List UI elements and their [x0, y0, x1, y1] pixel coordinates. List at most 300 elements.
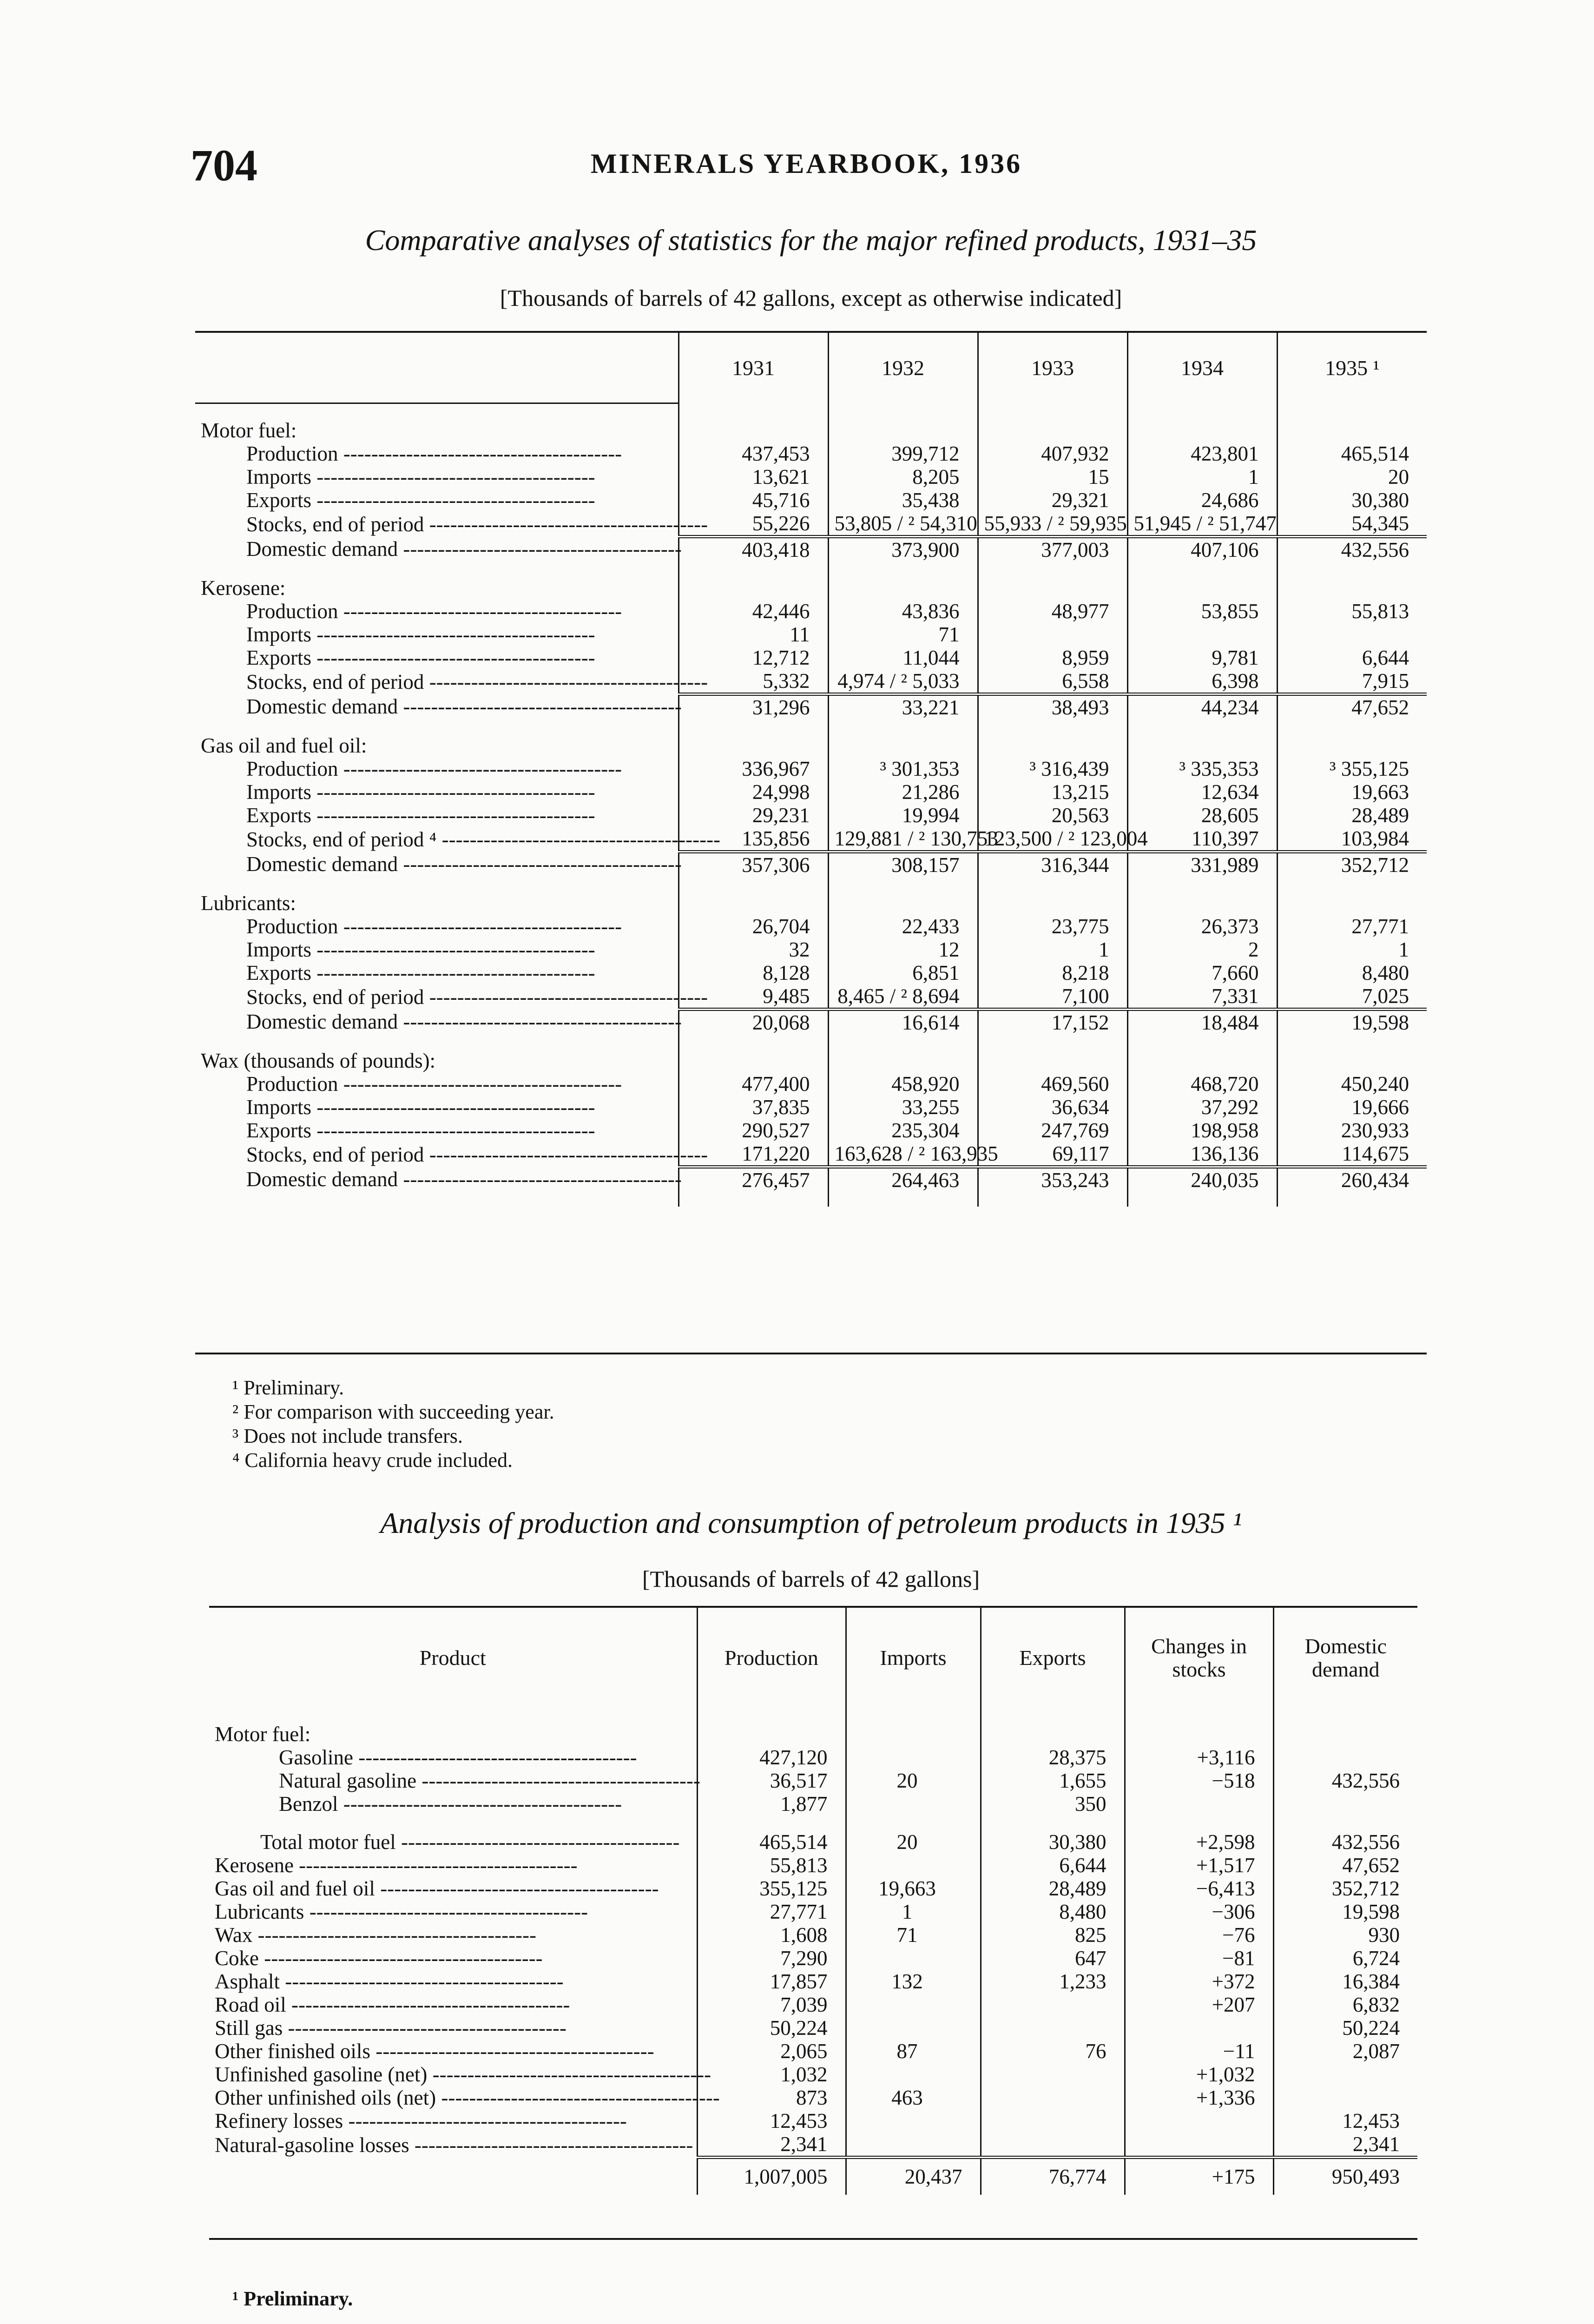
row-label: [209, 2016, 697, 2040]
data-cell: 12: [828, 938, 978, 961]
table2-header-row: [209, 1608, 1417, 1708]
data-cell: +3,116: [1125, 1746, 1273, 1769]
spacer-cell: [678, 561, 828, 576]
data-cell: 377,003: [978, 537, 1127, 562]
data-cell: 12,634: [1127, 780, 1277, 804]
data-cell: 2,341: [1273, 2133, 1417, 2158]
row-label: [209, 1854, 697, 1877]
data-cell: 17,857: [697, 1970, 846, 1993]
data-cell: 27,771: [697, 1900, 846, 1923]
data-cell: 331,989: [1127, 852, 1277, 877]
data-cell: 260,434: [1277, 1167, 1427, 1192]
data-cell: 316,344: [978, 852, 1127, 877]
data-cell: ³ 355,125: [1277, 757, 1427, 780]
data-row: [209, 1970, 1417, 1993]
spacer-cell: [978, 877, 1127, 891]
data-cell: 12,453: [1273, 2109, 1417, 2133]
leader-dots: ----------------------------------------: [311, 1119, 595, 1142]
data-row: [209, 2086, 1417, 2109]
column-header: Product: [419, 1645, 486, 1670]
spacer-cell: [678, 877, 828, 891]
row-label: [209, 1792, 697, 1816]
data-cell: 477,400: [678, 1072, 828, 1096]
data-cell: 30,380: [1277, 489, 1427, 512]
data-cell: 1: [846, 1900, 981, 1923]
spacer-cell: [978, 1192, 1127, 1207]
data-cell: 12,712: [678, 646, 828, 669]
data-cell: 16,384: [1273, 1970, 1417, 1993]
group-row: [195, 734, 1427, 757]
data-cell: 30,380: [981, 1830, 1125, 1854]
data-cell: 50,224: [697, 2016, 846, 2040]
data-cell: 171,220: [678, 1142, 828, 1167]
data-row: [209, 1769, 1417, 1792]
table1-bottom-rule: [195, 1353, 1427, 1354]
empty-cell: [981, 1723, 1125, 1746]
row-label: [195, 827, 721, 852]
spacer-cell: [1127, 719, 1277, 734]
data-cell: 44,234: [1127, 694, 1277, 720]
data-cell: 19,598: [1277, 1010, 1427, 1035]
empty-cell: [1277, 419, 1427, 442]
row-label-text: Domestic demand: [246, 695, 398, 719]
data-cell: 11,044: [828, 646, 978, 669]
row-label-text: Exports: [246, 804, 311, 827]
data-cell: [846, 1993, 981, 2016]
data-cell: [981, 2086, 1125, 2109]
data-cell: −518: [1125, 1769, 1273, 1792]
data-cell: 276,457: [678, 1167, 828, 1192]
data-cell: 8,959: [978, 646, 1127, 669]
data-cell: 76: [981, 2040, 1125, 2063]
data-cell: 33,255: [828, 1096, 978, 1119]
row-label-text: Production: [246, 600, 338, 623]
row-label-text: Exports: [246, 489, 311, 512]
row-label-text: Stocks, end of period ⁴: [246, 827, 437, 851]
table1-subtitle: [Thousands of barrels of 42 gallons, except as otherwise indicated]: [500, 285, 1122, 311]
spacer-cell: [1127, 877, 1277, 891]
data-cell: 69,117: [978, 1142, 1127, 1167]
leader-dots: ----------------------------------------: [398, 537, 682, 561]
empty-cell: [678, 1049, 828, 1072]
group-row: [195, 891, 1427, 915]
data-cell: 36,634: [978, 1096, 1127, 1119]
spacer-cell: [195, 1192, 678, 1207]
data-cell: [981, 1993, 1125, 2016]
data-cell: 9,485: [678, 984, 828, 1010]
data-row: [209, 1854, 1417, 1877]
spacer-cell: [1125, 1816, 1273, 1830]
column-header: 1933: [978, 333, 1127, 403]
data-cell: 8,128: [678, 961, 828, 984]
data-cell: 6,398: [1127, 669, 1277, 694]
leader-dots: ----------------------------------------: [424, 1142, 708, 1166]
data-cell: 37,292: [1127, 1096, 1277, 1119]
data-cell: ³ 335,353: [1127, 757, 1277, 780]
leader-dots: ----------------------------------------: [293, 1854, 578, 1877]
data-cell: 8,205: [828, 465, 978, 489]
row-label: [195, 646, 678, 669]
data-cell: 353,243: [978, 1167, 1127, 1192]
leader-dots: ----------------------------------------: [252, 1923, 537, 1947]
data-cell: 8,465 / ² 8,694: [828, 984, 978, 1010]
spacer-cell: [828, 719, 978, 734]
leader-dots: ----------------------------------------: [259, 1947, 543, 1970]
data-cell: −76: [1125, 1923, 1273, 1947]
empty-cell: [978, 1049, 1127, 1072]
row-label: [195, 669, 708, 694]
leader-dots: ----------------------------------------: [311, 804, 595, 827]
data-row: [195, 1167, 1427, 1192]
leader-dots: ----------------------------------------: [398, 1010, 682, 1034]
data-cell: [846, 2133, 981, 2158]
group-row: [195, 419, 1427, 442]
empty-cell: [828, 891, 978, 915]
data-cell: 7,331: [1127, 984, 1277, 1010]
spacer-cell: [1277, 561, 1427, 576]
data-cell: 264,463: [828, 1167, 978, 1192]
leader-dots: ----------------------------------------: [283, 2016, 566, 2040]
leader-dots: ----------------------------------------: [424, 512, 708, 536]
table2-title: Analysis of production and consumption of petroleum products in 1935 ¹: [380, 1506, 1242, 1539]
data-cell: 132: [846, 1970, 981, 1993]
data-cell: [846, 2016, 981, 2040]
leader-dots: ----------------------------------------: [353, 1746, 637, 1769]
data-row: [195, 442, 1427, 465]
data-cell: [981, 2109, 1125, 2133]
data-cell: [1277, 623, 1427, 646]
data-cell: 13,621: [678, 465, 828, 489]
data-cell: [1125, 1792, 1273, 1816]
row-label: [195, 961, 678, 984]
data-cell: 20: [1277, 465, 1427, 489]
data-row: [195, 827, 1427, 852]
data-cell: 427,120: [697, 1746, 846, 1769]
data-cell: 71: [846, 1923, 981, 1947]
row-label-text: Natural gasoline: [279, 1769, 417, 1792]
row-label: [195, 852, 682, 877]
row-label-text: Road oil: [215, 1993, 286, 2016]
data-row: [195, 646, 1427, 669]
footnote: ⁴ California heavy crude included.: [232, 1449, 513, 1472]
table2-footnote: ¹ Preliminary.: [232, 2287, 353, 2310]
data-cell: −11: [1125, 2040, 1273, 2063]
spacer-cell: [1127, 561, 1277, 576]
data-cell: 407,106: [1127, 537, 1277, 562]
data-cell: 24,686: [1127, 489, 1277, 512]
data-row: [209, 1746, 1417, 1769]
data-cell: 352,712: [1277, 852, 1427, 877]
row-label-text: Unfinished gasoline (net): [215, 2063, 428, 2086]
spacer-row: [195, 1192, 1427, 1207]
empty-cell: [1127, 1049, 1277, 1072]
data-cell: [978, 623, 1127, 646]
row-label: [209, 1947, 697, 1970]
data-cell: 247,769: [978, 1119, 1127, 1142]
data-cell: 463: [846, 2086, 981, 2109]
group-label: Motor fuel:: [215, 1723, 311, 1746]
data-cell: 6,644: [1277, 646, 1427, 669]
data-row: [195, 1010, 1427, 1035]
spacer-cell: [978, 561, 1127, 576]
spacer-cell: [978, 719, 1127, 734]
data-cell: 1,032: [697, 2063, 846, 2086]
data-cell: 458,920: [828, 1072, 978, 1096]
column-header: 1935 ¹: [1277, 333, 1427, 403]
leader-dots: ----------------------------------------: [375, 1877, 659, 1900]
row-label: [195, 757, 678, 780]
row-label-text: Gas oil and fuel oil: [215, 1877, 375, 1900]
column-header: 1932: [828, 333, 978, 403]
spacer-cell: [828, 1034, 978, 1049]
data-cell: 54,345: [1277, 512, 1427, 537]
data-cell: 51,945 / ² 51,747: [1127, 512, 1277, 537]
row-label-text: Total motor fuel: [260, 1830, 396, 1854]
data-cell: 26,373: [1127, 915, 1277, 938]
leader-dots: ----------------------------------------: [436, 2086, 720, 2109]
data-row: [195, 537, 1427, 562]
data-row: [209, 1792, 1417, 1816]
row-label-text: Other unfinished oils (net): [215, 2086, 436, 2109]
data-cell: [1273, 2063, 1417, 2086]
data-cell: 7,100: [978, 984, 1127, 1010]
data-row: [209, 1830, 1417, 1854]
data-cell: 32: [678, 938, 828, 961]
spacer-cell: [678, 1034, 828, 1049]
row-label: [195, 984, 708, 1010]
empty-cell: [678, 576, 828, 600]
data-cell: [846, 2109, 981, 2133]
row-label-text: Stocks, end of period: [246, 1142, 424, 1166]
data-row: [195, 757, 1427, 780]
leader-dots: ----------------------------------------: [436, 827, 721, 851]
empty-cell: [678, 419, 828, 442]
data-cell: [846, 2063, 981, 2086]
empty-cell: [1273, 1723, 1417, 1746]
data-row: [209, 2016, 1417, 2040]
data-cell: 8,480: [981, 1900, 1125, 1923]
leader-dots: ----------------------------------------: [286, 1993, 570, 2016]
spacer-cell: [1273, 1816, 1417, 1830]
data-cell: +1,517: [1125, 1854, 1273, 1877]
total-cell: 20,437: [846, 2158, 981, 2195]
total-cell: 950,493: [1273, 2158, 1417, 2195]
spacer-cell: [828, 561, 978, 576]
data-cell: 19,663: [846, 1877, 981, 1900]
row-label-text: Wax: [215, 1923, 253, 1947]
row-label: [195, 915, 678, 938]
leader-dots: ----------------------------------------: [370, 2040, 654, 2063]
data-row: [195, 465, 1427, 489]
leader-dots: ----------------------------------------: [311, 938, 595, 961]
spacer-cell: [195, 561, 678, 576]
spacer-cell: [195, 403, 678, 419]
page-header: [191, 139, 1422, 191]
data-row: [195, 915, 1427, 938]
data-cell: 235,304: [828, 1119, 978, 1142]
data-cell: 6,644: [981, 1854, 1125, 1877]
total-row: [209, 2158, 1417, 2195]
data-row: [195, 804, 1427, 827]
data-cell: 129,881 / ² 130,753: [828, 827, 978, 852]
empty-cell: [1277, 576, 1427, 600]
spacer-row: [209, 1708, 1417, 1723]
data-row: [195, 512, 1427, 537]
row-label: [195, 1072, 678, 1096]
data-row: [195, 1072, 1427, 1096]
footnote: ¹ Preliminary.: [232, 1376, 344, 1399]
data-cell: 1,877: [697, 1792, 846, 1816]
empty-cell: [846, 1723, 981, 1746]
data-cell: 50,224: [1273, 2016, 1417, 2040]
data-cell: [1273, 1746, 1417, 1769]
row-label: [195, 1010, 682, 1035]
data-cell: 6,558: [978, 669, 1127, 694]
row-label: [209, 1970, 697, 1993]
total-label-blank: [209, 2158, 697, 2195]
data-cell: 7,915: [1277, 669, 1427, 694]
data-cell: 26,704: [678, 915, 828, 938]
leader-dots: ----------------------------------------: [311, 646, 595, 669]
data-cell: 53,805 / ² 54,310: [828, 512, 978, 537]
spacer-row: [209, 1816, 1417, 1830]
data-cell: 55,226: [678, 512, 828, 537]
row-label-text: Other finished oils: [215, 2040, 370, 2063]
empty-cell: [1127, 734, 1277, 757]
group-label: Lubricants:: [201, 891, 296, 915]
spacer-cell: [1277, 719, 1427, 734]
group-row: [195, 576, 1427, 600]
data-cell: 1,608: [697, 1923, 846, 1947]
data-cell: 1: [978, 938, 1127, 961]
row-label-text: Gasoline: [279, 1746, 353, 1769]
data-cell: 163,628 / ² 163,935: [828, 1142, 978, 1167]
data-cell: [1273, 1792, 1417, 1816]
data-cell: 4,974 / ² 5,033: [828, 669, 978, 694]
data-cell: +207: [1125, 1993, 1273, 2016]
spacer-cell: [1127, 403, 1277, 419]
data-cell: 23,775: [978, 915, 1127, 938]
row-label-text: Stocks, end of period: [246, 985, 424, 1009]
row-label: [195, 442, 678, 465]
data-cell: 6,724: [1273, 1947, 1417, 1970]
data-cell: 432,556: [1273, 1830, 1417, 1854]
spacer-cell: [195, 1034, 678, 1049]
table1-header-row: [195, 333, 1427, 403]
data-cell: 55,933 / ² 59,935: [978, 512, 1127, 537]
data-cell: +1,032: [1125, 2063, 1273, 2086]
data-cell: 9,781: [1127, 646, 1277, 669]
row-label-text: Production: [246, 915, 338, 938]
row-label: [195, 804, 678, 827]
data-cell: 28,489: [981, 1877, 1125, 1900]
row-label: [209, 2109, 697, 2133]
data-cell: 350: [981, 1792, 1125, 1816]
column-header: Changes in stocks: [1125, 1608, 1273, 1708]
data-cell: 465,514: [1277, 442, 1427, 465]
data-cell: [1125, 2109, 1273, 2133]
row-label-text: Production: [246, 757, 338, 780]
data-cell: 7,290: [697, 1947, 846, 1970]
leader-dots: ----------------------------------------: [395, 1830, 680, 1854]
data-cell: 35,438: [828, 489, 978, 512]
data-cell: 355,125: [697, 1877, 846, 1900]
row-label: [195, 1119, 678, 1142]
spacer-row: [195, 1034, 1427, 1049]
data-cell: 437,453: [678, 442, 828, 465]
row-label-text: Kerosene: [215, 1854, 294, 1877]
running-title: MINERALS YEARBOOK, 1936: [590, 148, 1022, 179]
data-cell: 13,215: [978, 780, 1127, 804]
data-cell: 373,900: [828, 537, 978, 562]
row-label-text: Refinery losses: [215, 2109, 343, 2133]
data-cell: 2: [1127, 938, 1277, 961]
leader-dots: ----------------------------------------: [338, 442, 622, 465]
data-cell: 7,025: [1277, 984, 1427, 1010]
row-label: [209, 1923, 697, 1947]
spacer-cell: [1277, 1192, 1427, 1207]
data-cell: 38,493: [978, 694, 1127, 720]
row-label-text: Asphalt: [215, 1970, 280, 1993]
data-cell: 55,813: [697, 1854, 846, 1877]
data-cell: 31,296: [678, 694, 828, 720]
table2: [209, 1608, 1417, 2195]
empty-cell: [1277, 891, 1427, 915]
empty-cell: [978, 734, 1127, 757]
row-label-text: Imports: [246, 780, 311, 804]
data-cell: 45,716: [678, 489, 828, 512]
data-row: [195, 1142, 1427, 1167]
data-cell: 465,514: [697, 1830, 846, 1854]
spacer-cell: [978, 1034, 1127, 1049]
empty-cell: [1277, 1049, 1427, 1072]
table1-footnotes: [232, 1376, 554, 1472]
data-row: [195, 694, 1427, 720]
row-label-text: Still gas: [215, 2016, 283, 2040]
row-label-text: Benzol: [279, 1792, 338, 1816]
row-label-text: Domestic demand: [246, 1010, 398, 1034]
spacer-cell: [678, 1192, 828, 1207]
row-label-text: Production: [246, 442, 338, 465]
spacer-cell: [697, 1708, 846, 1723]
page-number: 704: [191, 140, 257, 190]
data-cell: 1,655: [981, 1769, 1125, 1792]
spacer-cell: [846, 1708, 981, 1723]
data-cell: 357,306: [678, 852, 828, 877]
data-cell: 28,375: [981, 1746, 1125, 1769]
empty-cell: [828, 1049, 978, 1072]
row-label: [195, 938, 678, 961]
data-row: [209, 2040, 1417, 2063]
row-label-text: Imports: [246, 1096, 311, 1119]
leader-dots: ----------------------------------------: [338, 757, 622, 780]
data-cell: 2,341: [697, 2133, 846, 2158]
row-label-text: Stocks, end of period: [246, 512, 424, 536]
data-cell: 468,720: [1127, 1072, 1277, 1096]
leader-dots: ----------------------------------------: [338, 1072, 622, 1096]
data-row: [209, 2109, 1417, 2133]
data-row: [195, 1119, 1427, 1142]
row-label: [195, 600, 678, 623]
data-cell: 110,397: [1127, 827, 1277, 852]
data-cell: 21,286: [828, 780, 978, 804]
leader-dots: ----------------------------------------: [338, 600, 622, 623]
row-label: [209, 2040, 697, 2063]
data-cell: 290,527: [678, 1119, 828, 1142]
spacer-cell: [1127, 1192, 1277, 1207]
spacer-cell: [1127, 1034, 1277, 1049]
empty-cell: [978, 419, 1127, 442]
